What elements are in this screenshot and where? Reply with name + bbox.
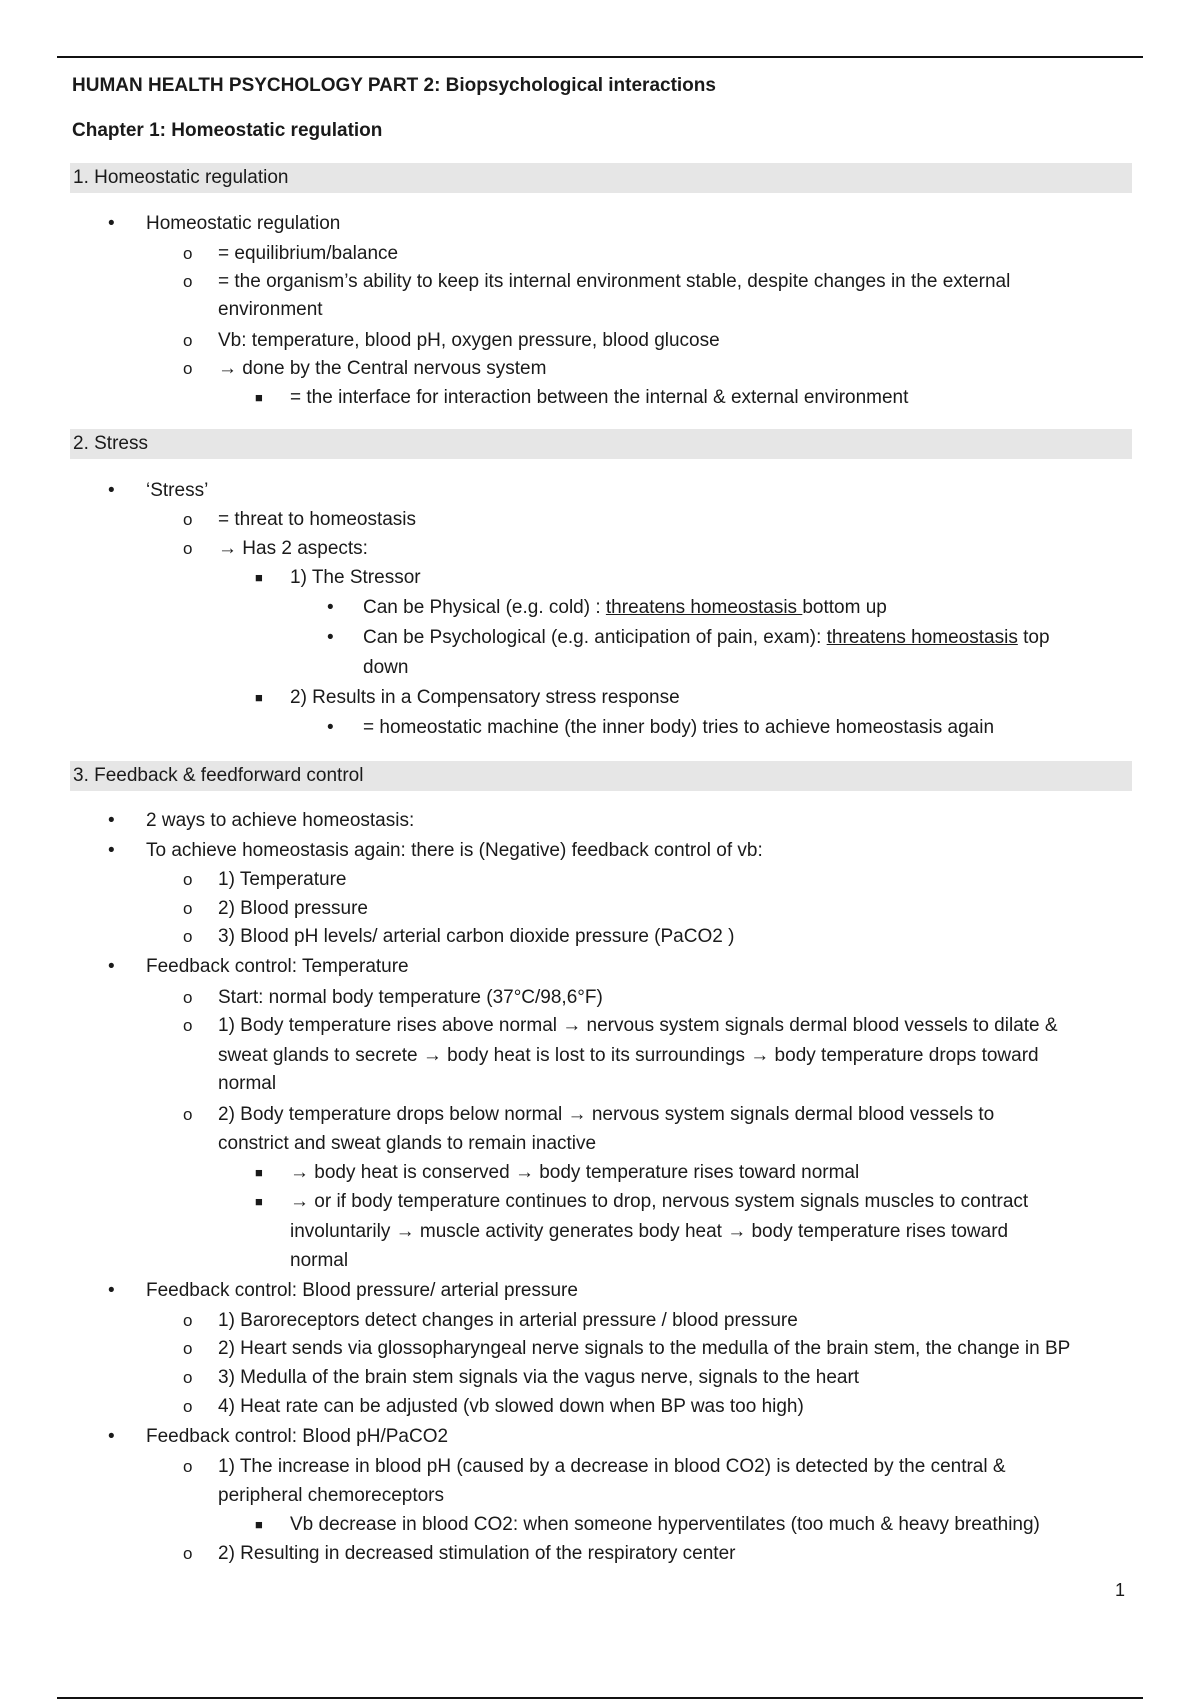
bullet-dot: • <box>108 956 115 977</box>
bullet-square: ■ <box>255 1517 263 1532</box>
list-item: → body heat is conserved → body temperature rises toward normal <box>290 1162 860 1183</box>
list-item: 2 ways to achieve homeostasis: <box>146 810 415 831</box>
footer-rule <box>57 1697 1143 1699</box>
list-item: Start: normal body temperature (37°C/98,6°F) <box>218 987 603 1008</box>
bullet-circle: o <box>183 927 193 946</box>
bullet-dot: • <box>327 627 334 648</box>
bullet-dot: • <box>108 810 115 831</box>
bullet-circle: o <box>183 988 193 1007</box>
bullet-dot: • <box>108 213 115 234</box>
bullet-circle: o <box>183 870 193 889</box>
page-number: 1 <box>1115 1580 1126 1600</box>
list-item: 2) Results in a Compensatory stress response <box>290 687 680 708</box>
list-item: 3) Blood pH levels/ arterial carbon dioxide pressure (PaCO2 ) <box>218 926 735 947</box>
list-item: Feedback control: Blood pressure/ arterial pressure <box>146 1280 578 1301</box>
bullet-circle: o <box>183 331 193 350</box>
section-heading-3: 3. Feedback & feedforward control <box>70 761 1132 791</box>
list-item: 4) Heat rate can be adjusted (vb slowed down when BP was too high) <box>218 1396 804 1417</box>
bullet-circle: o <box>183 539 193 558</box>
bullet-circle: o <box>183 359 193 378</box>
list-item: = the organism’s ability to keep its internal environment stable, despite changes in the external <box>218 271 1011 292</box>
chapter-title: Chapter 1: Homeostatic regulation <box>72 120 383 141</box>
list-item: 2) Heart sends via glossopharyngeal nerve signals to the medulla of the brain stem, the change in BP <box>218 1338 1071 1359</box>
bullet-circle: o <box>183 1105 193 1124</box>
bullet-dot: • <box>327 597 334 618</box>
list-item: 3) Medulla of the brain stem signals via the vagus nerve, signals to the heart <box>218 1367 860 1388</box>
bullet-dot: • <box>108 840 115 861</box>
list-item: 1) Temperature <box>218 869 347 890</box>
bullet-circle: o <box>183 1368 193 1387</box>
bullet-circle: o <box>183 244 193 263</box>
list-item-continuation: peripheral chemoreceptors <box>218 1485 445 1506</box>
list-item: Can be Physical (e.g. cold) : threatens homeostasis bottom up <box>363 597 887 618</box>
list-item: Vb: temperature, blood pH, oxygen pressure, blood glucose <box>218 330 720 351</box>
list-item: = threat to homeostasis <box>218 509 417 530</box>
list-item: Can be Psychological (e.g. anticipation of pain, exam): threatens homeostasis top <box>363 627 1050 648</box>
bullet-circle: o <box>183 1544 193 1563</box>
bullet-circle: o <box>183 1016 193 1035</box>
list-item: ‘Stress’ <box>146 480 209 501</box>
list-item-continuation: normal <box>218 1073 277 1094</box>
bullet-square: ■ <box>255 390 263 405</box>
list-item-continuation: sweat glands to secrete → body heat is lost to its surroundings → body temperature drops toward <box>218 1045 1039 1066</box>
bullet-circle: o <box>183 1397 193 1416</box>
bullet-square: ■ <box>255 1165 263 1180</box>
bullet-circle: o <box>183 1457 193 1476</box>
bullet-circle: o <box>183 1311 193 1330</box>
list-item: → Has 2 aspects: <box>218 538 368 559</box>
list-item: 1) Body temperature rises above normal → nervous system signals dermal blood vessels to dilate & <box>218 1015 1058 1036</box>
list-item: 2) Blood pressure <box>218 898 368 919</box>
list-item: → done by the Central nervous system <box>218 358 547 379</box>
bullet-square: ■ <box>255 570 263 585</box>
list-item: To achieve homeostasis again: there is (Negative) feedback control of vb: <box>146 840 763 861</box>
list-item-continuation: normal <box>290 1250 349 1271</box>
bullet-square: ■ <box>255 690 263 705</box>
bullet-circle: o <box>183 1339 193 1358</box>
header-rule <box>57 56 1143 58</box>
list-item: Vb decrease in blood CO2: when someone hyperventilates (too much & heavy breathing) <box>290 1514 1040 1535</box>
bullet-circle: o <box>183 899 193 918</box>
document-title: HUMAN HEALTH PSYCHOLOGY PART 2: Biopsychological interactions <box>72 75 716 96</box>
bullet-square: ■ <box>255 1194 263 1209</box>
list-item: 1) Baroreceptors detect changes in arterial pressure / blood pressure <box>218 1310 798 1331</box>
bullet-dot: • <box>108 1280 115 1301</box>
list-item: = equilibrium/balance <box>218 243 399 264</box>
list-item: 2) Body temperature drops below normal → nervous system signals dermal blood vessels to <box>218 1104 995 1125</box>
list-item: 1) The increase in blood pH (caused by a decrease in blood CO2) is detected by the central & <box>218 1456 1006 1477</box>
list-item: Homeostatic regulation <box>146 213 341 234</box>
list-item-continuation: down <box>363 657 409 678</box>
list-item: → or if body temperature continues to drop, nervous system signals muscles to contract <box>290 1191 1029 1212</box>
list-item-continuation: constrict and sweat glands to remain inactive <box>218 1133 597 1154</box>
bullet-circle: o <box>183 272 193 291</box>
bullet-dot: • <box>327 717 334 738</box>
list-item: Feedback control: Temperature <box>146 956 409 977</box>
bullet-circle: o <box>183 510 193 529</box>
bullet-dot: • <box>108 480 115 501</box>
list-item-continuation: involuntarily → muscle activity generates body heat → body temperature rises toward <box>290 1221 1009 1242</box>
bullet-dot: • <box>108 1426 115 1447</box>
list-item: = the interface for interaction between the internal & external environment <box>290 387 909 408</box>
section-heading-2: 2. Stress <box>70 429 1132 459</box>
list-item: = homeostatic machine (the inner body) tries to achieve homeostasis again <box>363 717 995 738</box>
list-item: 2) Resulting in decreased stimulation of the respiratory center <box>218 1543 736 1564</box>
section-heading-1: 1. Homeostatic regulation <box>70 163 1132 193</box>
list-item: 1) The Stressor <box>290 567 421 588</box>
list-item-continuation: environment <box>218 299 323 320</box>
list-item: Feedback control: Blood pH/PaCO2 <box>146 1426 449 1447</box>
